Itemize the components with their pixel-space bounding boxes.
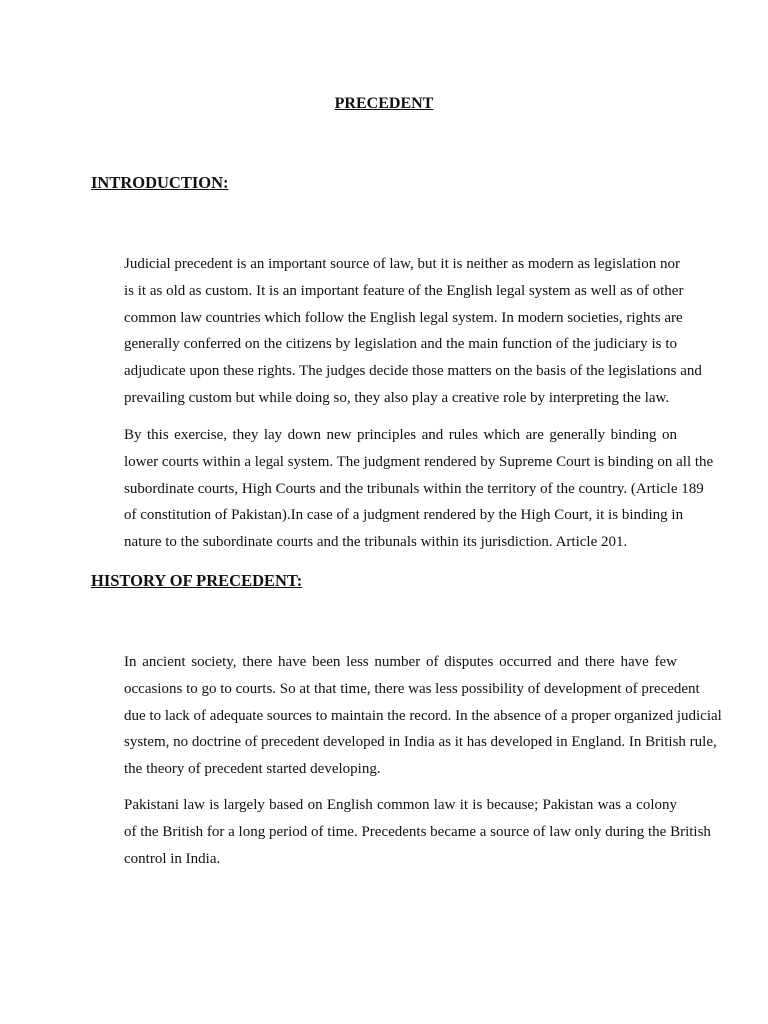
paragraph-intro-1: [91, 251, 702, 412]
paragraph-history-2: [91, 792, 711, 872]
text-line: due to lack of adequate sources to maintain the record. In the absence of a proper organized judicial: [124, 707, 722, 724]
text-line: is it as old as custom. It is an important feature of the English legal system as well as of other: [124, 282, 684, 299]
text-line: Judicial precedent is an important source of law, but it is neither as modern as legislation nor: [124, 256, 680, 272]
text-line: adjudicate upon these rights. The judges decide those matters on the basis of the legislations and: [124, 363, 702, 380]
text-line: of the British for a long period of time. Precedents became a source of law only during the British: [124, 823, 711, 840]
text-line: By this exercise, they lay down new principles and rules which are generally binding on: [124, 427, 677, 443]
text-line: control in India.: [124, 850, 221, 867]
text-line: prevailing custom but while doing so, they also play a creative role by interpreting the law.: [124, 389, 670, 406]
section-heading-history: HISTORY OF PRECEDENT:: [91, 571, 303, 590]
paragraph-history-1: [91, 649, 722, 783]
text-line: subordinate courts, High Courts and the tribunals within the territory of the country. (Article 189: [124, 480, 704, 497]
text-line: common law countries which follow the English legal system. In modern societies, rights are: [124, 309, 683, 326]
document-title: PRECEDENT: [334, 95, 434, 112]
text-line: generally conferred on the citizens by legislation and the main function of the judiciary is to: [124, 336, 677, 353]
text-line: system, no doctrine of precedent developed in India as it has developed in England. In British rule,: [124, 734, 717, 751]
text-line: In ancient society, there have been less number of disputes occurred and there have few: [124, 654, 677, 670]
text-line: nature to the subordinate courts and the tribunals within its jurisdiction. Article 201.: [124, 534, 628, 551]
text-line: occasions to go to courts. So at that time, there was less possibility of development of precedent: [124, 680, 700, 697]
text-line: the theory of precedent started developing.: [124, 761, 381, 778]
section-heading-introduction: INTRODUCTION:: [91, 173, 229, 192]
text-line: of constitution of Pakistan).In case of a judgment rendered by the High Court, it is binding in: [124, 507, 684, 524]
text-line: lower courts within a legal system. The judgment rendered by Supreme Court is binding on all the: [124, 453, 714, 470]
text-line: Pakistani law is largely based on English common law it is because; Pakistan was a colony: [124, 797, 677, 813]
paragraph-intro-2: [91, 422, 714, 556]
